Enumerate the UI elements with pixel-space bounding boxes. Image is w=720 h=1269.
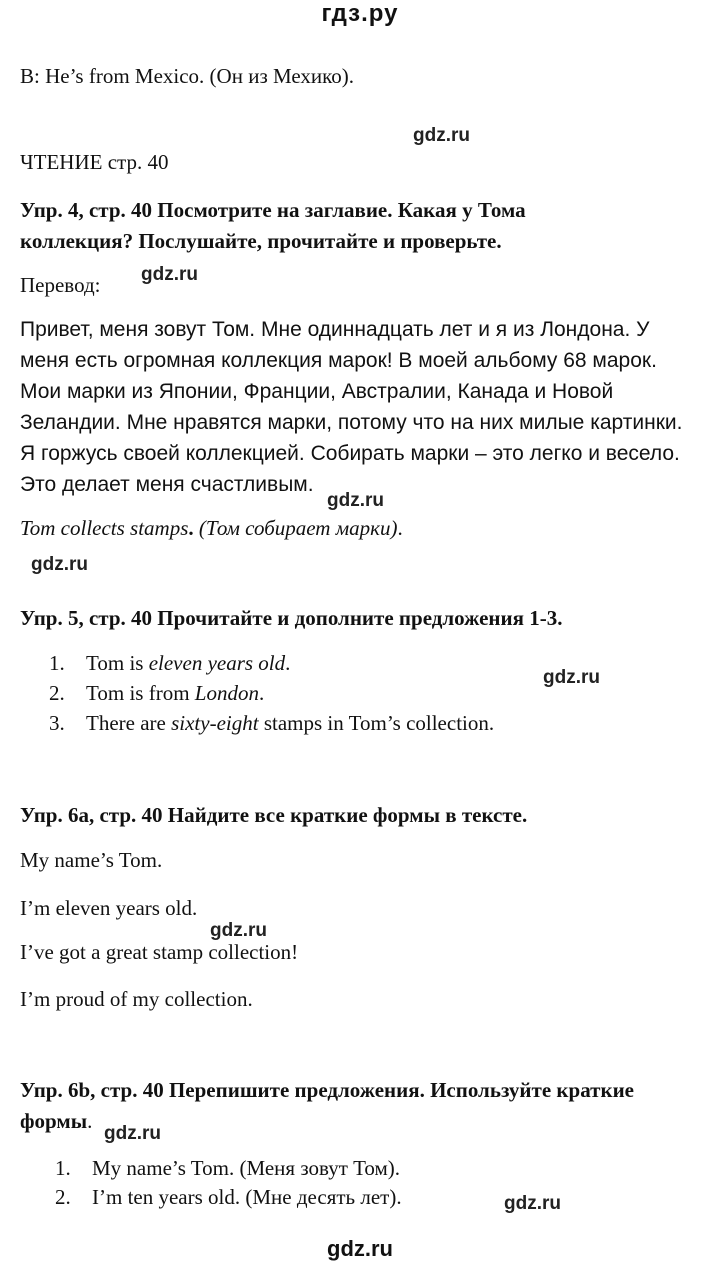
answer-english: Tom collects stamps xyxy=(20,516,189,540)
item-text: There are xyxy=(86,711,172,735)
watermark: gdz.ru xyxy=(413,125,470,146)
watermark: gdz.ru xyxy=(141,264,198,285)
watermark: gdz.ru xyxy=(543,667,600,688)
ex6b-list-item xyxy=(55,1154,400,1182)
item-text-end: . xyxy=(258,681,265,705)
ex6a-heading: Упр. 6а, стр. 40 Найдите все краткие формы в тексте. xyxy=(20,803,528,827)
ex6a-line: My name’s Tom. xyxy=(20,848,163,872)
item-number: 1. xyxy=(55,1156,71,1180)
item-number: 3. xyxy=(49,711,65,735)
item-number: 2. xyxy=(49,681,65,705)
item-answer: eleven years old xyxy=(148,651,286,675)
ex6a-line: I’m proud of my collection. xyxy=(20,987,253,1011)
item-answer: London xyxy=(194,681,259,705)
intro-line: B: He’s from Mexico. (Он из Мехико). xyxy=(20,64,355,88)
ex4-answer xyxy=(20,514,403,542)
answer-period: . xyxy=(188,516,194,540)
ex4-translation-paragraph: Привет, меня зовут Том. Мне одиннадцать лет и я из Лондона. У меня есть огромная коллекция марок! В моей альбому 68 марок. Мои марки из Японии, Франции, Австралии, Канада и Новой Зеландии. Мне нравятся марки, потому что на них милые картинки. Я горжусь своей коллекцией. Собирать марки – это легко и весело. Это делает меня счастливым. xyxy=(20,318,683,496)
item-text-end: stamps in Tom’s collection. xyxy=(258,711,495,735)
watermark: gdz.ru xyxy=(327,490,384,511)
ex6b-list-item xyxy=(55,1183,402,1211)
ex5-list-item xyxy=(49,709,494,737)
watermark: gdz.ru xyxy=(31,554,88,575)
ex5-list-item xyxy=(49,649,290,677)
ex6a-line: I’m eleven years old. xyxy=(20,896,198,920)
ex5-list-item xyxy=(49,679,264,707)
site-title: гдз.ру xyxy=(321,0,399,27)
ex5-heading: Упр. 5, стр. 40 Прочитайте и дополните предложения 1-3. xyxy=(20,606,563,630)
item-text: Tom is xyxy=(86,651,149,675)
footer-watermark: gdz.ru xyxy=(327,1236,393,1261)
item-text: Tom is from xyxy=(86,681,195,705)
item-text-end: . xyxy=(285,651,291,675)
watermark: gdz.ru xyxy=(504,1193,561,1214)
answer-russian: (Том собирает марки) xyxy=(198,516,398,540)
reading-title: ЧТЕНИЕ стр. 40 xyxy=(20,150,169,174)
item-number: 1. xyxy=(49,651,65,675)
watermark: gdz.ru xyxy=(210,920,267,941)
item-number: 2. xyxy=(55,1185,71,1209)
ex6b-heading-text: Упр. 6b, стр. 40 Перепишите предложения. Используйте краткие формы xyxy=(20,1078,634,1133)
ex6b-heading-end: . xyxy=(87,1109,93,1133)
watermark: gdz.ru xyxy=(104,1123,161,1144)
item-text: My name’s Tom. (Меня зовут Том). xyxy=(92,1156,401,1180)
ex4-heading: Упр. 4, стр. 40 Посмотрите на заглавие. Какая у Тома коллекция? Послушайте, прочитайте и проверьте. xyxy=(20,198,526,253)
answer-end: . xyxy=(397,516,403,540)
translation-label: Перевод: xyxy=(20,273,101,297)
ex6a-line: I’ve got a great stamp collection! xyxy=(20,940,299,964)
item-text: I’m ten years old. (Мне десять лет). xyxy=(92,1185,402,1209)
item-answer: sixty-eight xyxy=(171,711,259,735)
